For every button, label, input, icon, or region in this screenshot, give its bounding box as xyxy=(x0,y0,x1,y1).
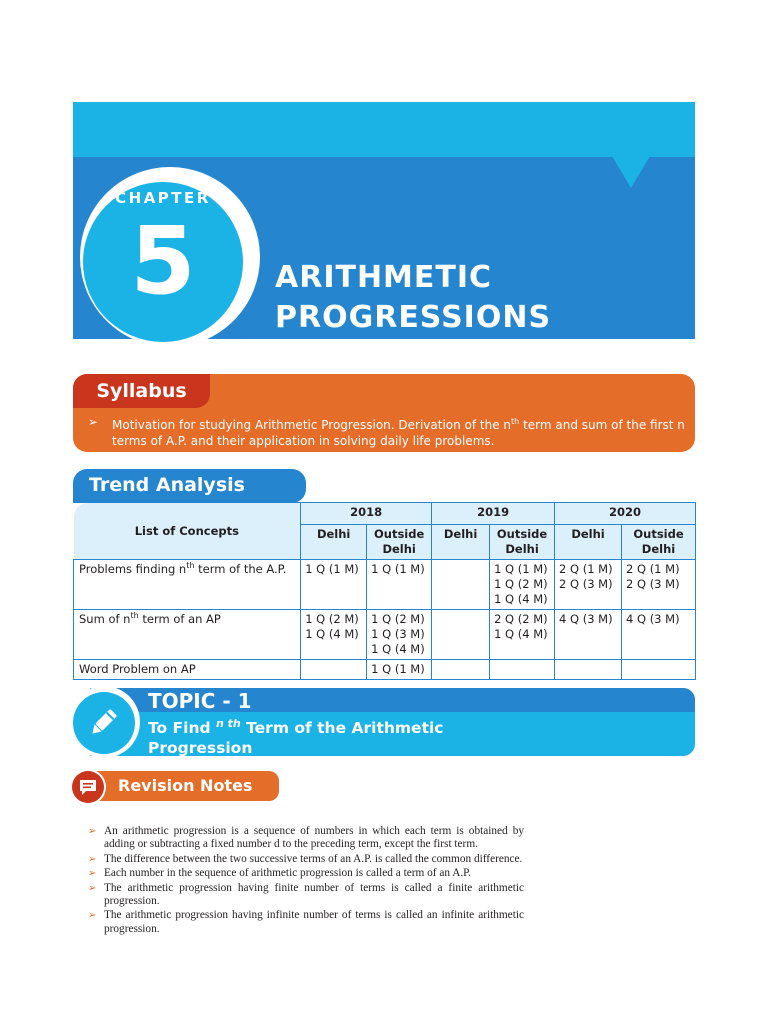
arrow-bullet-icon: ➢ xyxy=(88,882,97,894)
arrow-bullet-icon: ➢ xyxy=(88,868,97,880)
note-text: The arithmetic progression having infinite number of terms is called an infinite arithmetic progression. xyxy=(104,909,524,935)
question-count: 1 Q (1 M) xyxy=(305,562,359,576)
question-count: 2 Q (2 M) xyxy=(494,612,548,626)
chapter-banner-top xyxy=(73,102,695,157)
value-cell xyxy=(432,610,490,660)
value-cell xyxy=(490,560,555,610)
question-count: 4 Q (3 M) xyxy=(626,612,680,626)
question-count: 1 Q (1 M) xyxy=(494,562,548,576)
list-item xyxy=(88,825,524,852)
region-header: Delhi xyxy=(301,525,367,560)
question-count: 1 Q (4 M) xyxy=(494,627,548,641)
chapter-title xyxy=(275,258,551,338)
question-count: 1 Q (2 M) xyxy=(494,577,548,591)
question-count: 1 Q (1 M) xyxy=(371,662,425,676)
chapter-word: CHAPTER xyxy=(115,189,211,207)
value-cell xyxy=(301,660,367,680)
list-item xyxy=(88,882,524,909)
pencil-icon xyxy=(86,706,120,740)
topic-label: TOPIC - 1 xyxy=(148,689,252,713)
question-count: 1 Q (1 M) xyxy=(371,562,425,576)
value-cell xyxy=(367,660,432,680)
question-count: 1 Q (2 M) xyxy=(371,612,425,626)
question-count: 2 Q (1 M) xyxy=(559,562,613,576)
note-text: The difference between the two successive terms of an A.P. is called the common difference. xyxy=(104,852,523,865)
concept-cell xyxy=(74,610,301,660)
region-header: Outside Delhi xyxy=(490,525,555,560)
topic-subtitle xyxy=(148,714,508,758)
arrow-bullet-icon: ➢ xyxy=(88,415,99,429)
topic-subtitle-sup: n th xyxy=(216,717,241,730)
arrow-bullet-icon: ➢ xyxy=(88,910,97,922)
syllabus-text-part2: term and sum of the first n terms of A.P. and their application in solving daily life problems. xyxy=(112,418,685,448)
trend-analysis-table xyxy=(73,502,696,680)
revision-notes-heading: Revision Notes xyxy=(118,776,253,795)
note-text: An arithmetic progression is a sequence of numbers in which each term is obtained by adding or subtracting a fixed number d to the preceding term, except the first term. xyxy=(104,825,524,851)
region-header: Outside Delhi xyxy=(367,525,432,560)
question-count: 1 Q (3 M) xyxy=(371,627,425,641)
banner-notch xyxy=(612,156,650,188)
note-text: Each number in the sequence of arithmetic progression is called a term of an A.P. xyxy=(104,867,472,880)
value-cell xyxy=(367,610,432,660)
table-row xyxy=(74,610,696,660)
question-count: 2 Q (3 M) xyxy=(626,577,680,591)
syllabus-text xyxy=(88,414,688,449)
value-cell xyxy=(555,560,622,610)
value-cell xyxy=(622,560,696,610)
concept-sup: th xyxy=(186,561,195,571)
chapter-number: 5 xyxy=(130,207,196,316)
year-header: 2018 xyxy=(301,503,432,525)
value-cell xyxy=(432,660,490,680)
question-count: 1 Q (4 M) xyxy=(305,627,359,641)
question-count: 2 Q (3 M) xyxy=(559,577,613,591)
value-cell xyxy=(490,610,555,660)
region-header: Outside Delhi xyxy=(622,525,696,560)
syllabus-text-sup: th xyxy=(511,417,520,426)
note-text: The arithmetic progression having finite number of terms is called a finite arithmetic progression. xyxy=(104,881,524,908)
list-item xyxy=(88,909,524,936)
year-header: 2020 xyxy=(555,503,696,525)
topic-subtitle-part2: Term of the Arithmetic Progression xyxy=(148,719,444,758)
concept-cell xyxy=(74,560,301,610)
value-cell xyxy=(622,660,696,680)
question-count: 1 Q (4 M) xyxy=(371,642,425,656)
syllabus-text-part1: Motivation for studying Arithmetic Progression. Derivation of the n xyxy=(112,418,512,432)
value-cell xyxy=(301,610,367,660)
question-count: 4 Q (3 M) xyxy=(559,612,613,626)
region-header: Delhi xyxy=(555,525,622,560)
syllabus-heading: Syllabus xyxy=(96,380,187,402)
revision-notes-list xyxy=(88,825,524,937)
year-header: 2019 xyxy=(432,503,555,525)
chapter-title-line2: PROGRESSIONS xyxy=(275,300,552,335)
concept-text: term of an AP xyxy=(138,612,221,626)
value-cell xyxy=(367,560,432,610)
concept-sup: th xyxy=(130,611,139,621)
value-cell xyxy=(432,560,490,610)
arrow-bullet-icon: ➢ xyxy=(88,826,97,837)
table-row xyxy=(74,560,696,610)
concept-text: Word Problem on AP xyxy=(79,662,196,676)
question-count: 1 Q (2 M) xyxy=(305,612,359,626)
concept-text: Sum of n xyxy=(79,612,131,626)
concepts-header: List of Concepts xyxy=(74,503,301,560)
value-cell xyxy=(490,660,555,680)
concept-text: term of the A.P. xyxy=(194,562,287,576)
value-cell xyxy=(622,610,696,660)
value-cell xyxy=(555,610,622,660)
region-header: Delhi xyxy=(432,525,490,560)
concept-text: Problems finding n xyxy=(79,562,187,576)
trend-analysis-heading: Trend Analysis xyxy=(89,474,245,496)
question-count: 1 Q (4 M) xyxy=(494,592,548,606)
topic-subtitle-part1: To Find xyxy=(148,719,216,738)
list-item xyxy=(88,853,524,866)
trend-table-body xyxy=(74,560,696,680)
table-row xyxy=(74,660,696,680)
value-cell xyxy=(555,660,622,680)
arrow-bullet-icon: ➢ xyxy=(88,853,97,865)
question-count: 2 Q (1 M) xyxy=(626,562,680,576)
value-cell xyxy=(301,560,367,610)
concept-cell xyxy=(74,660,301,680)
list-item xyxy=(88,867,524,880)
chapter-title-line1: ARITHMETIC xyxy=(275,260,493,295)
chat-icon xyxy=(78,777,98,797)
